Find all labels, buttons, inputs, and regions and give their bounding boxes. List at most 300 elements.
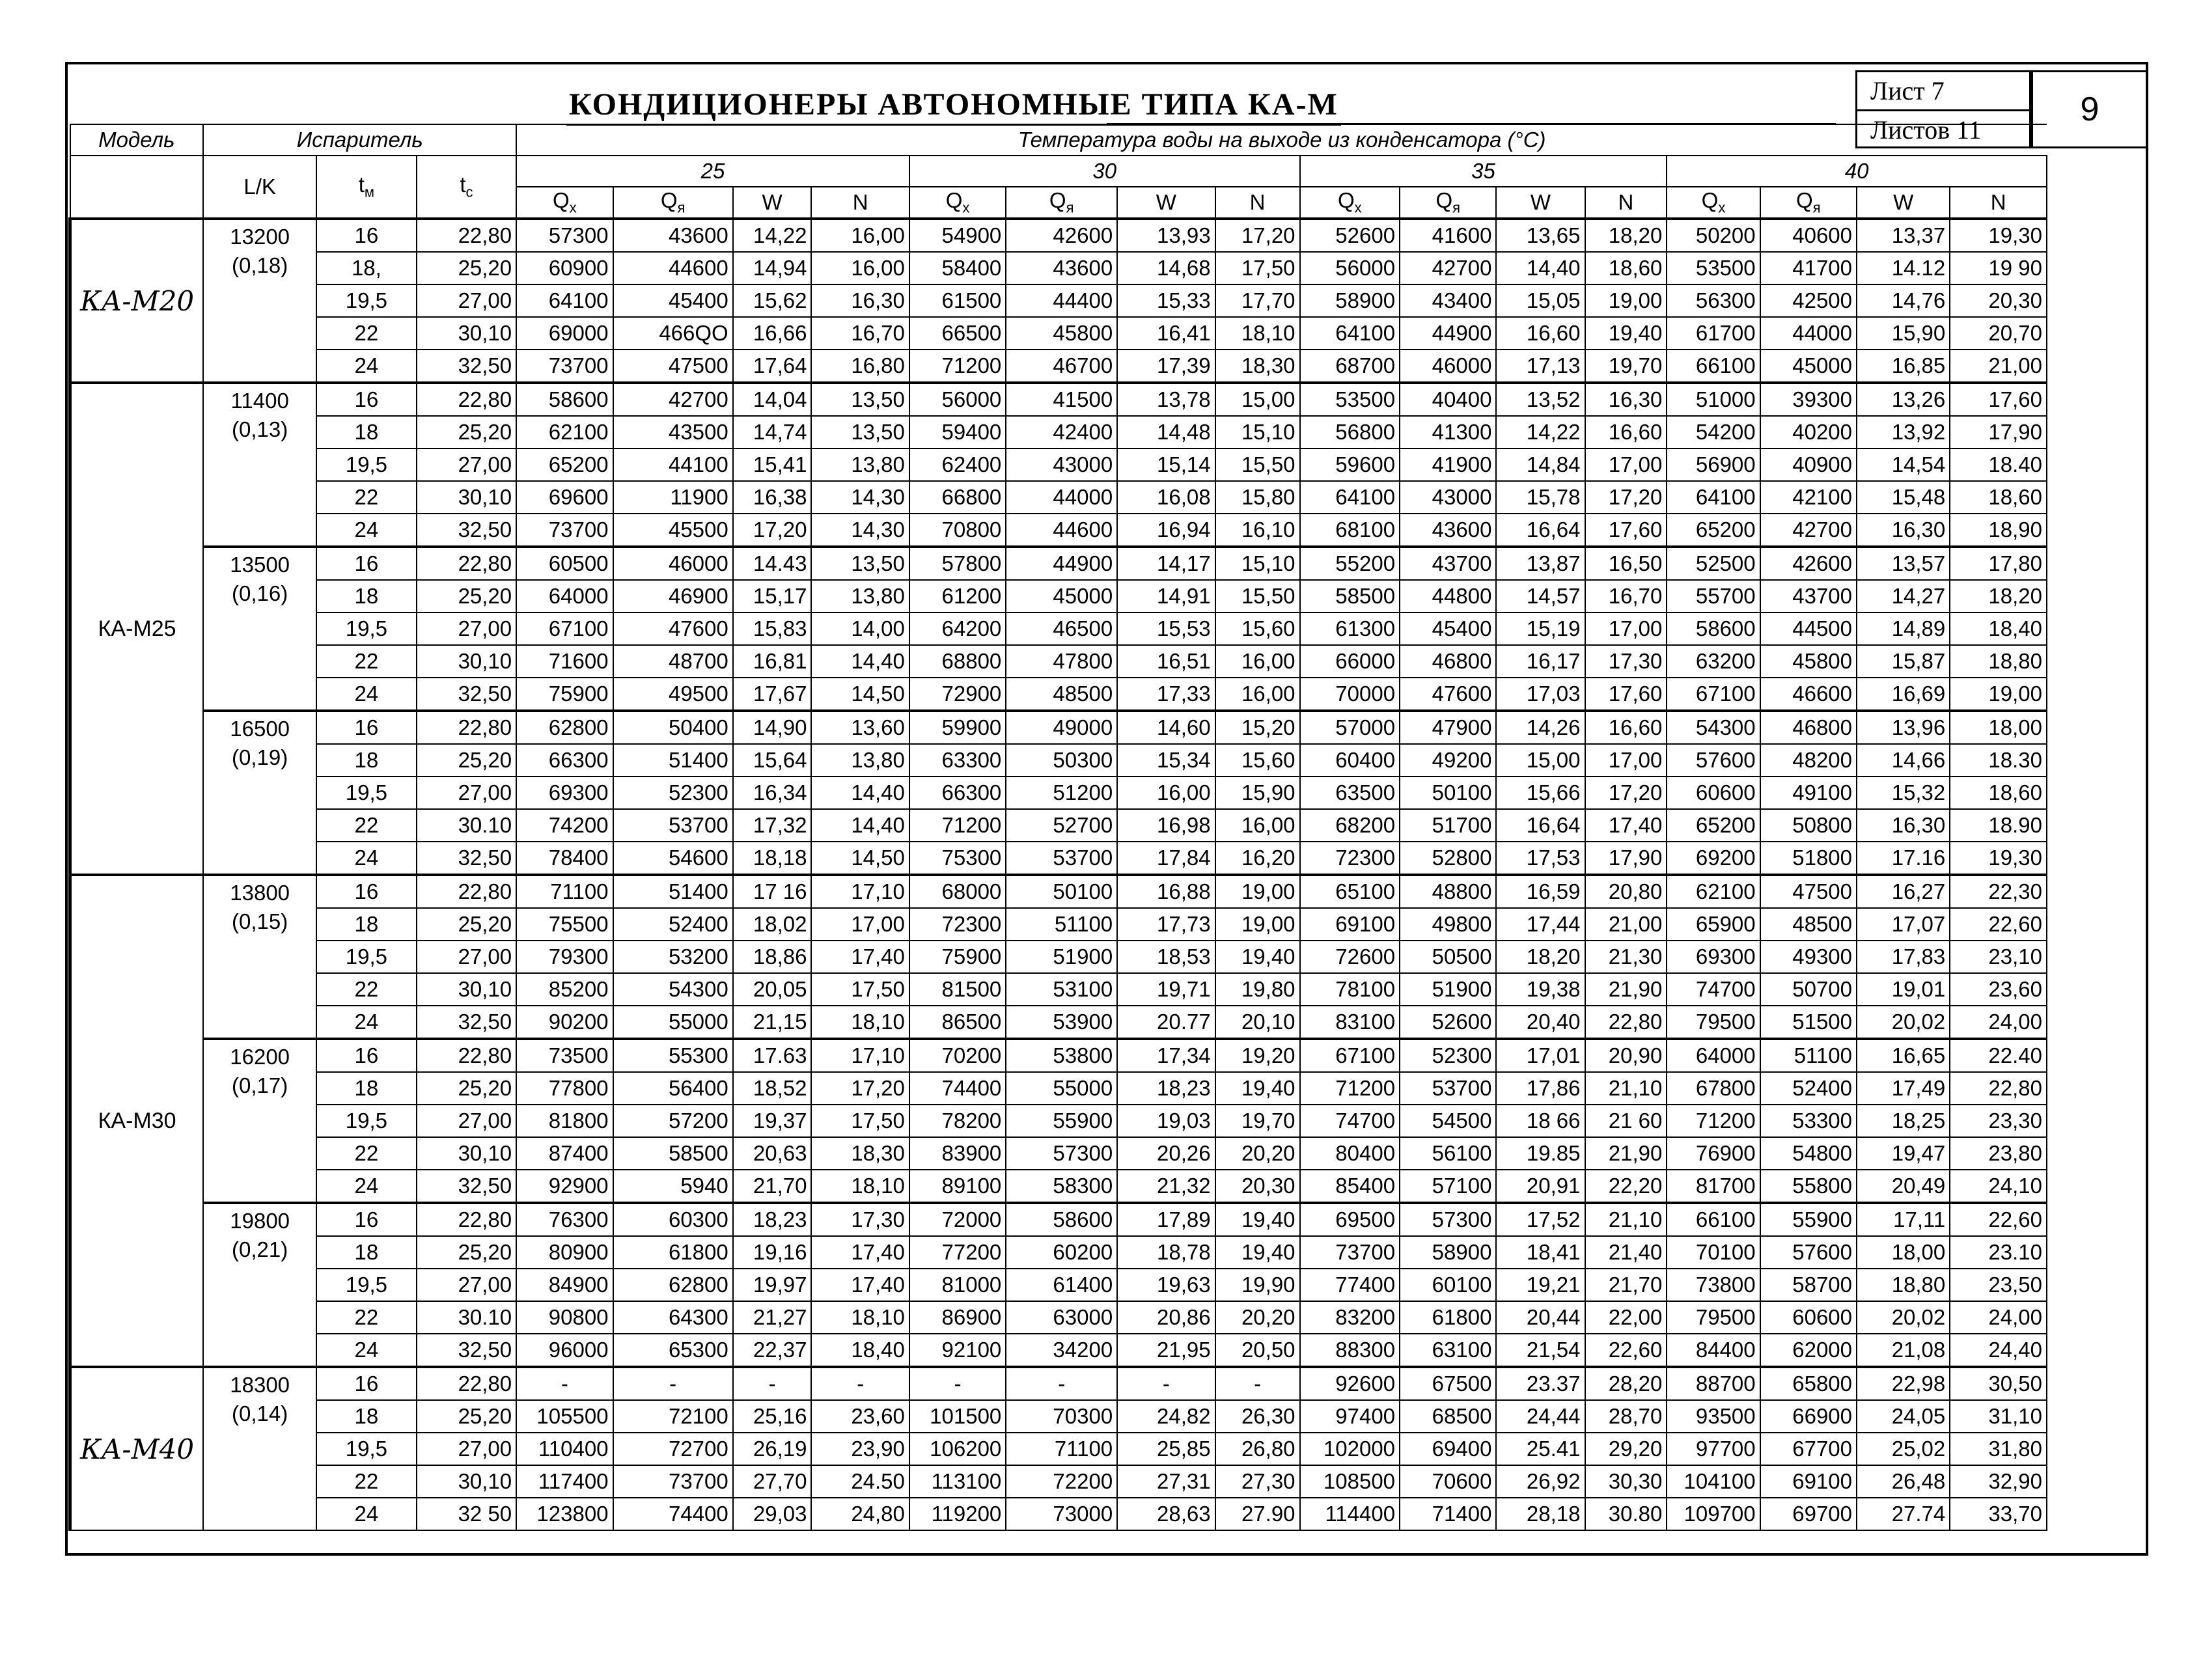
table-cell: 28,70 [1585, 1400, 1667, 1433]
table-cell: 57300 [1006, 1137, 1117, 1170]
table-cell: 54300 [613, 973, 733, 1006]
table-cell: 66300 [909, 777, 1006, 809]
table-cell: 51200 [1006, 777, 1117, 809]
table-cell: 55700 [1667, 580, 1760, 613]
table-cell: 54600 [613, 842, 733, 875]
table-cell: 14.43 [733, 547, 812, 580]
table-cell: 466QO [613, 317, 733, 350]
table-cell: 16,38 [733, 481, 812, 514]
table-cell: 53700 [1400, 1072, 1496, 1105]
table-row [70, 777, 2047, 809]
table-cell: 46900 [613, 580, 733, 613]
table-cell: 16 [316, 875, 417, 908]
table-cell: 53700 [613, 809, 733, 842]
table-cell: 42400 [1006, 416, 1117, 448]
header-row-2 [70, 156, 2047, 187]
table-cell: 80900 [516, 1236, 613, 1269]
table-cell: 21,90 [1585, 973, 1667, 1006]
table-cell: 15,78 [1496, 481, 1585, 514]
table-cell: 49100 [1760, 777, 1857, 809]
table-cell: 67800 [1667, 1072, 1760, 1105]
table-cell: 19,30 [1950, 219, 2047, 252]
table-cell: 20,49 [1857, 1170, 1950, 1203]
table-cell: 17,32 [733, 809, 812, 842]
table-cell: 25.41 [1496, 1433, 1585, 1465]
table-cell: 13,37 [1857, 219, 1950, 252]
table-cell: 19,97 [733, 1269, 812, 1301]
table-cell: 24,82 [1117, 1400, 1215, 1433]
table-cell: 21,54 [1496, 1334, 1585, 1367]
table-cell: 16,50 [1585, 547, 1667, 580]
table-cell: 75300 [909, 842, 1006, 875]
page-number: 9 [2031, 70, 2148, 148]
table-cell: 50700 [1760, 973, 1857, 1006]
table-cell: 20,05 [733, 973, 812, 1006]
table-cell: 69300 [516, 777, 613, 809]
header-qya: $Q_я$ [1400, 187, 1496, 219]
table-cell: 22 [316, 1301, 417, 1334]
table-cell: 20,02 [1857, 1006, 1950, 1039]
table-cell: 17,00 [811, 908, 909, 941]
table-cell: 43700 [1400, 547, 1496, 580]
table-cell: 65200 [1667, 514, 1760, 547]
table-cell: 67700 [1760, 1433, 1857, 1465]
table-cell: 27,00 [417, 1433, 517, 1465]
table-cell: 16,30 [1585, 383, 1667, 416]
table-cell: 21,70 [733, 1170, 812, 1203]
performance-table [68, 124, 2047, 1531]
table-cell: 32,50 [417, 1006, 517, 1039]
table-cell: 54500 [1400, 1105, 1496, 1137]
table-cell: 21,10 [1585, 1072, 1667, 1105]
table-cell: 53500 [1300, 383, 1400, 416]
table-cell: 44600 [613, 252, 733, 284]
table-cell: 71100 [1006, 1433, 1117, 1465]
table-cell: 14,40 [811, 777, 909, 809]
table-cell: 40400 [1400, 383, 1496, 416]
table-cell: 52400 [1760, 1072, 1857, 1105]
table-cell: 65200 [516, 448, 613, 481]
table-cell: 22,60 [1950, 908, 2047, 941]
table-cell: 21,27 [733, 1301, 812, 1334]
table-cell: 19,00 [1950, 678, 2047, 711]
table-cell: 101500 [909, 1400, 1006, 1433]
table-cell: 18, [316, 252, 417, 284]
table-cell: 16,98 [1117, 809, 1215, 842]
table-cell: 55800 [1760, 1170, 1857, 1203]
table-cell: 22,80 [417, 1203, 517, 1236]
table-cell: 18,10 [1215, 317, 1300, 350]
table-cell: 22 [316, 317, 417, 350]
table-cell: 56300 [1667, 284, 1760, 317]
table-cell: 24,44 [1496, 1400, 1585, 1433]
table-cell: 56000 [1300, 252, 1400, 284]
table-cell: 71600 [516, 645, 613, 678]
table-cell: 27,00 [417, 941, 517, 973]
table-cell: 105500 [516, 1400, 613, 1433]
table-cell: 70800 [909, 514, 1006, 547]
table-cell: 16,00 [1117, 777, 1215, 809]
header-temp-40: 40 [1667, 156, 2047, 187]
header-tm: $t_м$ [316, 156, 417, 219]
table-cell: 13,65 [1496, 219, 1585, 252]
table-cell: 15,20 [1215, 711, 1300, 744]
table-cell: 17,64 [733, 350, 812, 383]
table-cell: 67500 [1400, 1367, 1496, 1400]
table-cell: 64100 [1667, 481, 1760, 514]
table-cell: 55900 [1006, 1105, 1117, 1137]
table-cell: 92600 [1300, 1367, 1400, 1400]
table-cell: 19.85 [1496, 1137, 1585, 1170]
table-cell: 16,00 [1215, 678, 1300, 711]
table-row [70, 908, 2047, 941]
table-cell: 20,63 [733, 1137, 812, 1170]
table-cell: 87400 [516, 1137, 613, 1170]
table-cell: 67100 [1667, 678, 1760, 711]
table-row [70, 1170, 2047, 1203]
table-cell: 19,40 [1215, 1072, 1300, 1105]
table-cell: 18,18 [733, 842, 812, 875]
table-cell: 19,40 [1215, 941, 1300, 973]
table-cell: 47900 [1400, 711, 1496, 744]
table-cell: 17,20 [733, 514, 812, 547]
table-cell: 76900 [1667, 1137, 1760, 1170]
table-cell: 19,5 [316, 284, 417, 317]
table-cell: 66300 [516, 744, 613, 777]
table-cell: 32,50 [417, 1334, 517, 1367]
header-temp-30: 30 [909, 156, 1300, 187]
table-cell: 18,40 [811, 1334, 909, 1367]
table-cell: 14,66 [1857, 744, 1950, 777]
table-cell: 16,41 [1117, 317, 1215, 350]
table-cell: 72300 [1300, 842, 1400, 875]
table-cell: 27.90 [1215, 1498, 1300, 1530]
table-cell: 58600 [1006, 1203, 1117, 1236]
table-cell: 24 [316, 514, 417, 547]
table-cell: 93500 [1667, 1400, 1760, 1433]
table-cell: 17,40 [811, 1269, 909, 1301]
table-cell: 17,00 [1585, 448, 1667, 481]
table-cell: 19,00 [1215, 875, 1300, 908]
table-cell: 84900 [516, 1269, 613, 1301]
table-cell: 71200 [909, 350, 1006, 383]
table-cell: 16,69 [1857, 678, 1950, 711]
table-cell: 43000 [1006, 448, 1117, 481]
table-row [70, 284, 2047, 317]
table-cell: 17,10 [811, 875, 909, 908]
table-cell: 44600 [1006, 514, 1117, 547]
table-cell: 52300 [1400, 1039, 1496, 1072]
table-cell: 22,30 [1950, 875, 2047, 908]
table-cell: 57800 [909, 547, 1006, 580]
table-cell: 16,51 [1117, 645, 1215, 678]
table-cell: 48500 [1760, 908, 1857, 941]
table-cell: 78400 [516, 842, 613, 875]
table-cell: 14,40 [1496, 252, 1585, 284]
table-cell: 30.10 [417, 1301, 517, 1334]
table-cell: 17,13 [1496, 350, 1585, 383]
table-cell: 64100 [1300, 317, 1400, 350]
table-cell: 16,00 [1215, 809, 1300, 842]
table-cell: 51100 [1760, 1039, 1857, 1072]
table-cell: 48800 [1400, 875, 1496, 908]
table-cell: 65300 [613, 1334, 733, 1367]
table-cell: 62100 [1667, 875, 1760, 908]
header-qx: $Q_x$ [1300, 187, 1400, 219]
table-cell: 68700 [1300, 350, 1400, 383]
table-cell: 50800 [1760, 809, 1857, 842]
table-cell: 15,66 [1496, 777, 1585, 809]
flow-ratio: 18300 (0,14) [203, 1367, 316, 1530]
table-cell: 66100 [1667, 350, 1760, 383]
table-cell: 16 [316, 1367, 417, 1400]
table-cell: 97400 [1300, 1400, 1400, 1433]
table-cell: 18,00 [1857, 1236, 1950, 1269]
table-cell: 15,10 [1215, 547, 1300, 580]
flow-ratio: 13500 (0,16) [203, 547, 316, 711]
table-cell: 14,90 [733, 711, 812, 744]
table-cell: 17,60 [1950, 383, 2047, 416]
table-cell: 48500 [1006, 678, 1117, 711]
table-cell: 86900 [909, 1301, 1006, 1334]
table-cell: 81500 [909, 973, 1006, 1006]
flow-ratio: 16500 (0,19) [203, 711, 316, 875]
table-row [70, 613, 2047, 645]
table-cell: 55300 [613, 1039, 733, 1072]
table-row [70, 1269, 2047, 1301]
table-cell: 19,5 [316, 1433, 417, 1465]
table-cell: 18,53 [1117, 941, 1215, 973]
table-cell: 25,20 [417, 744, 517, 777]
table-cell: 14,91 [1117, 580, 1215, 613]
table-cell: 28,63 [1117, 1498, 1215, 1530]
table-row [70, 1433, 2047, 1465]
table-cell: 14,40 [811, 645, 909, 678]
table-cell: 22,00 [1585, 1301, 1667, 1334]
table-cell: 14,74 [733, 416, 812, 448]
table-cell: 108500 [1300, 1465, 1400, 1498]
table-cell: 14,27 [1857, 580, 1950, 613]
table-cell: 56400 [613, 1072, 733, 1105]
table-cell: 46600 [1760, 678, 1857, 711]
table-cell: 23,60 [1950, 973, 2047, 1006]
table-cell: 69400 [1400, 1433, 1496, 1465]
table-cell: 13,80 [811, 448, 909, 481]
table-row [70, 744, 2047, 777]
table-cell: 47500 [1760, 875, 1857, 908]
table-cell: 24 [316, 350, 417, 383]
table-cell: 14.12 [1857, 252, 1950, 284]
table-cell: 42500 [1760, 284, 1857, 317]
table-cell: 19,70 [1585, 350, 1667, 383]
table-cell: 69100 [1760, 1465, 1857, 1498]
table-cell: 16,94 [1117, 514, 1215, 547]
table-cell: 19,37 [733, 1105, 812, 1137]
table-cell: 68500 [1400, 1400, 1496, 1433]
table-cell: 22,60 [1585, 1334, 1667, 1367]
table-cell: 44900 [1006, 547, 1117, 580]
table-cell: 16,00 [1215, 645, 1300, 678]
table-cell: 17,40 [1585, 809, 1667, 842]
table-cell: 45000 [1006, 580, 1117, 613]
table-cell: 17,89 [1117, 1203, 1215, 1236]
table-cell: 25,20 [417, 252, 517, 284]
table-cell: 51400 [613, 875, 733, 908]
table-cell: 47600 [1400, 678, 1496, 711]
table-cell: 74400 [909, 1072, 1006, 1105]
table-cell: 27,00 [417, 448, 517, 481]
table-cell: 22,98 [1857, 1367, 1950, 1400]
table-cell: 13,80 [811, 744, 909, 777]
table-cell: 62400 [909, 448, 1006, 481]
table-cell: 79500 [1667, 1301, 1760, 1334]
table-cell: 17,52 [1496, 1203, 1585, 1236]
table-cell: 60300 [613, 1203, 733, 1236]
table-cell: 19,5 [316, 1105, 417, 1137]
table-cell: 42600 [1760, 547, 1857, 580]
table-row [70, 580, 2047, 613]
table-row [70, 219, 2047, 252]
table-cell: 15,60 [1215, 744, 1300, 777]
table-cell: 119200 [909, 1498, 1006, 1530]
table-cell: 56100 [1400, 1137, 1496, 1170]
table-cell: 52300 [613, 777, 733, 809]
table-cell: 22,80 [417, 383, 517, 416]
table-cell: 57000 [1300, 711, 1400, 744]
table-cell: 71100 [516, 875, 613, 908]
table-cell: 22,80 [417, 711, 517, 744]
table-cell: 13,80 [811, 580, 909, 613]
table-cell: 75500 [516, 908, 613, 941]
table-cell: 25,20 [417, 1072, 517, 1105]
table-cell: 40600 [1760, 219, 1857, 252]
table-row [70, 547, 2047, 580]
table-cell: 15,90 [1215, 777, 1300, 809]
table-cell: 23,10 [1950, 941, 2047, 973]
table-cell: 30,30 [1585, 1465, 1667, 1498]
table-cell: 40200 [1760, 416, 1857, 448]
table-cell: 15,87 [1857, 645, 1950, 678]
table-cell: 20,26 [1117, 1137, 1215, 1170]
table-cell: 14,17 [1117, 547, 1215, 580]
table-cell: 23,50 [1950, 1269, 2047, 1301]
table-cell: 109700 [1667, 1498, 1760, 1530]
table-cell: 17,20 [1585, 777, 1667, 809]
table-cell: 110400 [516, 1433, 613, 1465]
table-cell: 62800 [516, 711, 613, 744]
table-cell: 16,60 [1585, 711, 1667, 744]
table-row [70, 941, 2047, 973]
table-cell: 70200 [909, 1039, 1006, 1072]
table-cell: 16,34 [733, 777, 812, 809]
header-qya: $Q_я$ [613, 187, 733, 219]
table-cell: 71200 [1300, 1072, 1400, 1105]
table-cell: 17,20 [1215, 219, 1300, 252]
table-cell: 49000 [1006, 711, 1117, 744]
table-cell: 25,85 [1117, 1433, 1215, 1465]
table-cell: 89100 [909, 1170, 1006, 1203]
header-w: W [733, 187, 812, 219]
table-cell: 88300 [1300, 1334, 1400, 1367]
table-cell: 58600 [516, 383, 613, 416]
table-row [70, 711, 2047, 744]
table-cell: 30,10 [417, 1465, 517, 1498]
table-cell: 16,70 [1585, 580, 1667, 613]
table-cell: 39300 [1760, 383, 1857, 416]
table-cell: - [516, 1367, 613, 1400]
table-cell: 19,00 [1585, 284, 1667, 317]
table-cell: 51100 [1006, 908, 1117, 941]
table-cell: 18 [316, 416, 417, 448]
table-cell: 17,73 [1117, 908, 1215, 941]
table-cell: 46700 [1006, 350, 1117, 383]
table-cell: 17,70 [1215, 284, 1300, 317]
table-cell: 11900 [613, 481, 733, 514]
table-cell: 20,10 [1215, 1006, 1300, 1039]
table-cell: 22,80 [1585, 1006, 1667, 1039]
table-cell: 15,32 [1857, 777, 1950, 809]
table-cell: 62000 [1760, 1334, 1857, 1367]
table-cell: 32 50 [417, 1498, 517, 1530]
table-cell: 22,80 [417, 1367, 517, 1400]
table-row [70, 1400, 2047, 1433]
table-cell: 17.63 [733, 1039, 812, 1072]
header-lk: L/K [203, 156, 316, 219]
table-cell: 58600 [1667, 613, 1760, 645]
table-cell: 52400 [613, 908, 733, 941]
table-cell: 15,60 [1215, 613, 1300, 645]
table-cell: 78200 [909, 1105, 1006, 1137]
table-cell: 15,19 [1496, 613, 1585, 645]
table-cell: 92100 [909, 1334, 1006, 1367]
table-cell: 60400 [1300, 744, 1400, 777]
table-cell: 16,88 [1117, 875, 1215, 908]
table-cell: 19,01 [1857, 973, 1950, 1006]
table-row [70, 809, 2047, 842]
table-cell: 57300 [516, 219, 613, 252]
table-cell: 17,83 [1857, 941, 1950, 973]
table-row [70, 1334, 2047, 1367]
table-cell: 24 [316, 1334, 417, 1367]
table-cell: 14,30 [811, 514, 909, 547]
table-row [70, 645, 2047, 678]
table-cell: 63300 [909, 744, 1006, 777]
table-cell: 14,00 [811, 613, 909, 645]
table-cell: 14,84 [1496, 448, 1585, 481]
table-cell: 63200 [1667, 645, 1760, 678]
table-cell: 17,49 [1857, 1072, 1950, 1105]
table-cell: 61800 [613, 1236, 733, 1269]
table-cell: 16,30 [811, 284, 909, 317]
table-cell: 17,90 [1950, 416, 2047, 448]
table-row [70, 1203, 2047, 1236]
table-cell: 17,40 [811, 941, 909, 973]
table-cell: 17,30 [811, 1203, 909, 1236]
table-cell: 49200 [1400, 744, 1496, 777]
table-cell: 50200 [1667, 219, 1760, 252]
table-cell: 63500 [1300, 777, 1400, 809]
table-cell: 45400 [613, 284, 733, 317]
table-cell: 26,30 [1215, 1400, 1300, 1433]
table-cell: - [909, 1367, 1006, 1400]
header-w: W [1117, 187, 1215, 219]
table-cell: 18,60 [1950, 481, 2047, 514]
header-condenser-temp: Температура воды на выходе из конденсатора (°С) [516, 124, 2047, 156]
table-cell: 67100 [1300, 1039, 1400, 1072]
table-cell: 57600 [1760, 1236, 1857, 1269]
table-cell: 55000 [1006, 1072, 1117, 1105]
table-cell: 18,00 [1950, 711, 2047, 744]
